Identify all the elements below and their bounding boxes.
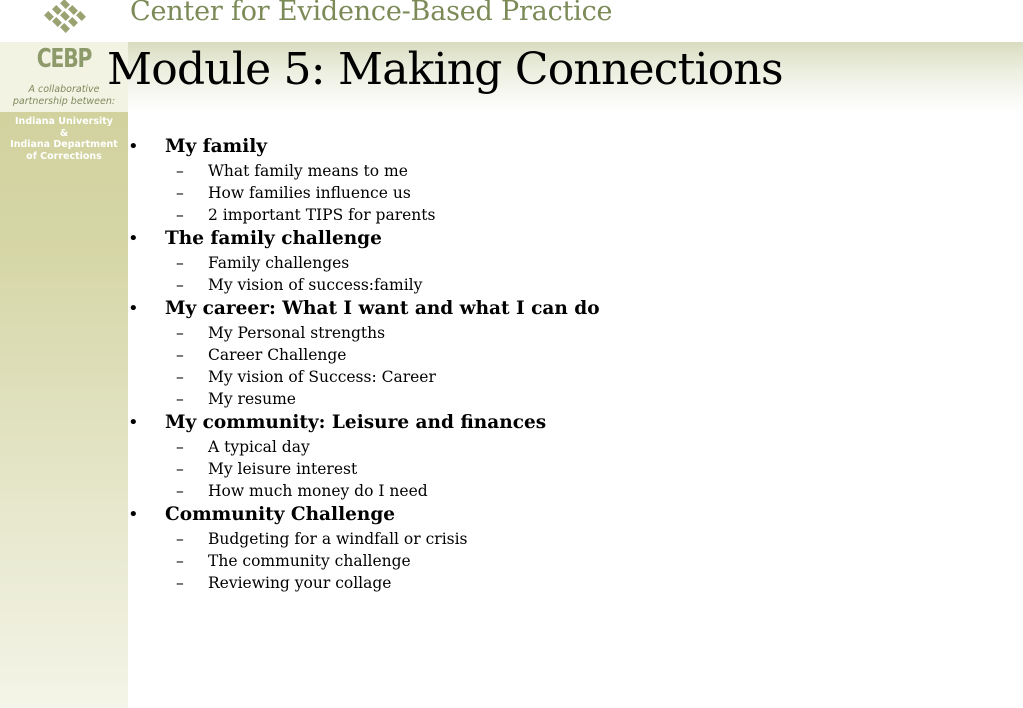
- dash-icon: –: [176, 206, 184, 224]
- outline-subitem: [128, 550, 1008, 572]
- outline-subitem: [128, 274, 1008, 296]
- outline-subitem: [128, 160, 1008, 182]
- outline-subitem: [128, 388, 1008, 410]
- section-heading: My career: What I want and what I can do: [165, 298, 600, 319]
- subitem-label: The community challenge: [208, 552, 411, 570]
- outline-subitem: [128, 344, 1008, 366]
- subitem-label: Career Challenge: [208, 346, 347, 364]
- outline-section: [128, 410, 1008, 436]
- subitem-label: What family means to me: [208, 162, 408, 180]
- outline-subitem: [128, 366, 1008, 388]
- outline-section: [128, 134, 1008, 160]
- section-heading: My family: [165, 136, 267, 157]
- collab-line-1: A collaborative: [28, 84, 100, 95]
- subitem-label: My vision of Success: Career: [208, 368, 436, 386]
- dash-icon: –: [176, 184, 184, 202]
- brand-title: Center for Evidence-Based Practice: [130, 0, 613, 27]
- subitem-label: My resume: [208, 390, 296, 408]
- dash-icon: –: [176, 552, 184, 570]
- outline-section: [128, 226, 1008, 252]
- bullet-icon: •: [128, 136, 139, 157]
- subitem-label: 2 important TIPS for parents: [208, 206, 436, 224]
- collab-line-2: partnership between:: [12, 96, 116, 107]
- section-heading: My community: Leisure and finances: [165, 412, 547, 433]
- subitem-label: My Personal strengths: [208, 324, 386, 342]
- outline-list: [128, 134, 1008, 594]
- dash-icon: –: [176, 482, 184, 500]
- outline-section: [128, 502, 1008, 528]
- dash-icon: –: [176, 390, 184, 408]
- cebp-logo-icon: [36, 0, 94, 38]
- dash-icon: –: [176, 324, 184, 342]
- subitem-label: Reviewing your collage: [208, 574, 392, 592]
- cebp-logo-text: CEBP: [36, 44, 92, 74]
- outline-subitem: [128, 322, 1008, 344]
- dash-icon: –: [176, 460, 184, 478]
- subitem-label: My vision of success:family: [208, 276, 423, 294]
- dash-icon: –: [176, 162, 184, 180]
- section-heading: The family challenge: [165, 228, 382, 249]
- partner-line-1: Indiana University: [15, 116, 113, 127]
- bullet-icon: •: [128, 298, 139, 319]
- partner-line-3: Indiana Department: [10, 139, 118, 150]
- outline-section: [128, 296, 1008, 322]
- dash-icon: –: [176, 254, 184, 272]
- dash-icon: –: [176, 574, 184, 592]
- outline-subitem: [128, 480, 1008, 502]
- dash-icon: –: [176, 530, 184, 548]
- outline-subitem: [128, 436, 1008, 458]
- outline-subitem: [128, 528, 1008, 550]
- subitem-label: Budgeting for a windfall or crisis: [208, 530, 468, 548]
- subitem-label: Family challenges: [208, 254, 350, 272]
- bullet-icon: •: [128, 228, 139, 249]
- dash-icon: –: [176, 276, 184, 294]
- outline-subitem: [128, 252, 1008, 274]
- subitem-label: My leisure interest: [208, 460, 358, 478]
- subitem-label: A typical day: [208, 438, 310, 456]
- outline-subitem: [128, 458, 1008, 480]
- partner-line-2: &: [59, 127, 69, 139]
- slide-title: Module 5: Making Connections: [107, 44, 783, 95]
- dash-icon: –: [176, 346, 184, 364]
- partner-list: [0, 116, 128, 162]
- subitem-label: How much money do I need: [208, 482, 428, 500]
- outline-subitem: [128, 182, 1008, 204]
- outline-subitem: [128, 204, 1008, 226]
- partner-line-4: of Corrections: [26, 150, 102, 162]
- bullet-icon: •: [128, 504, 139, 525]
- bullet-icon: •: [128, 412, 139, 433]
- dash-icon: –: [176, 438, 184, 456]
- section-heading: Community Challenge: [165, 504, 396, 525]
- subitem-label: How families influence us: [208, 184, 411, 202]
- outline-subitem: [128, 572, 1008, 594]
- dash-icon: –: [176, 368, 184, 386]
